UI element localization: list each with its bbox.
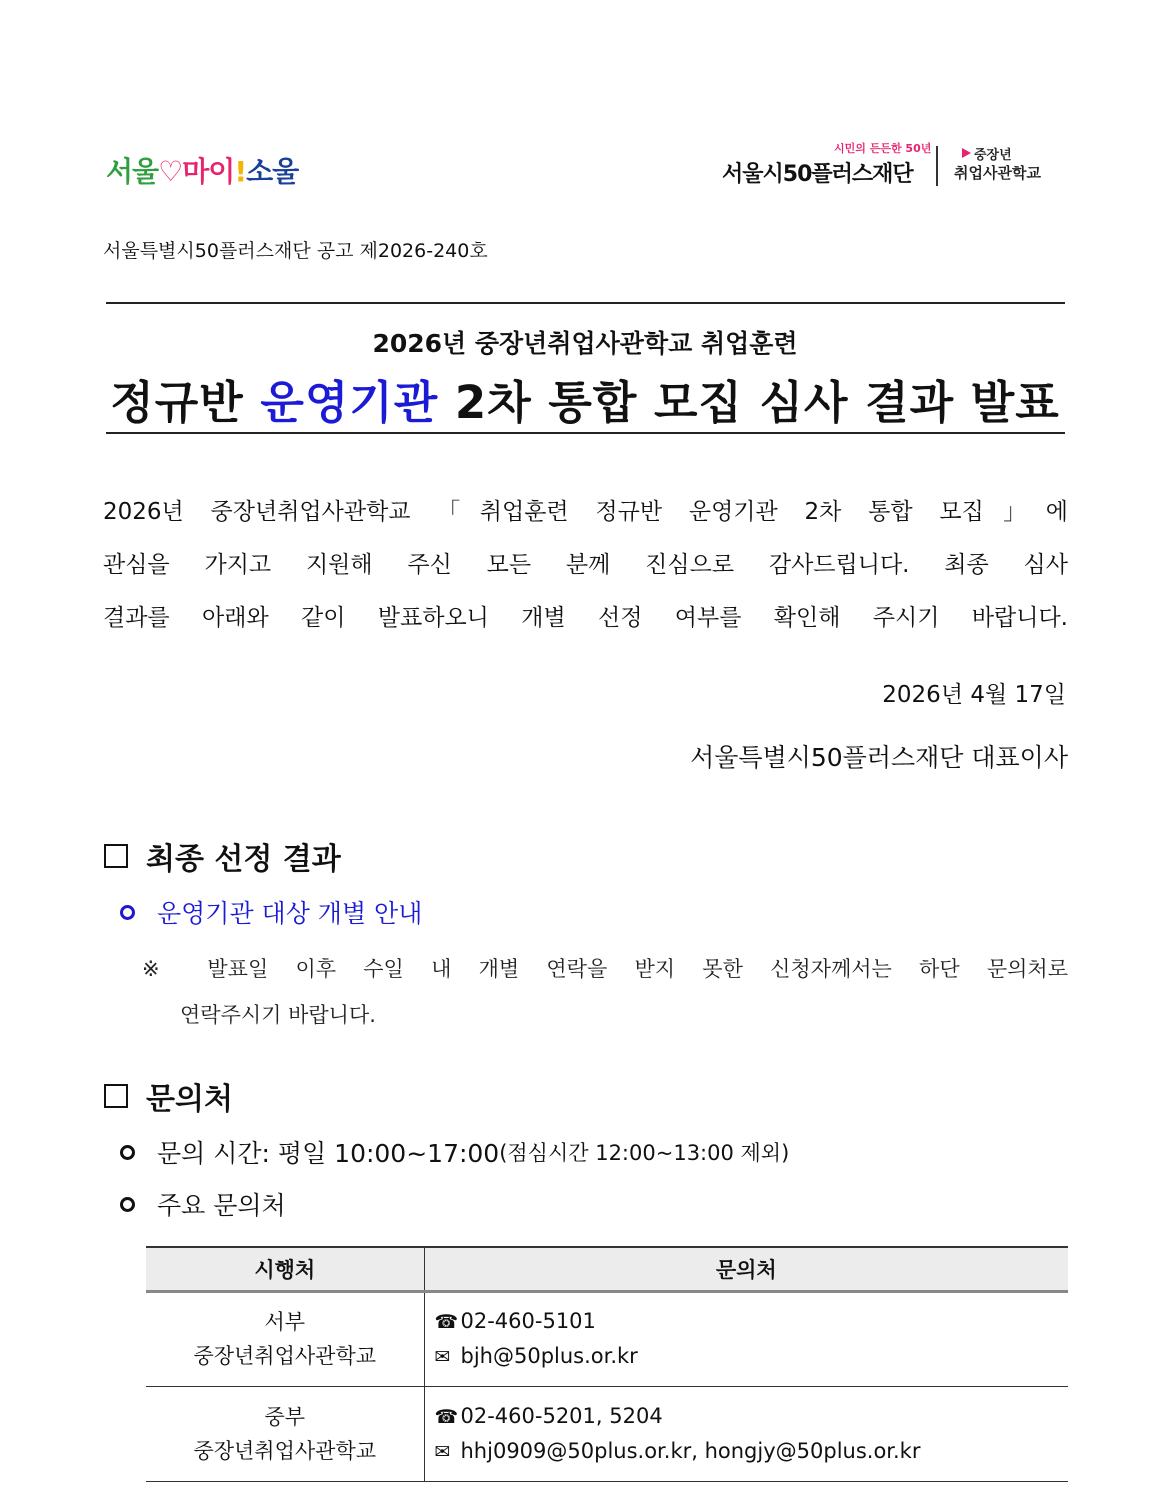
- page-title: 정규반 운영기관 2차 통합 모집 심사 결과 발표: [110, 376, 1060, 429]
- checkbox-square-icon: [104, 844, 128, 868]
- checkbox-square-icon: [104, 1084, 128, 1108]
- section-contact: 문의처: [104, 1074, 233, 1118]
- organization-cell: 중부 중장년취업사관학교: [146, 1386, 424, 1481]
- notice-number: 서울특별시50플러스재단 공고 제2026-240호: [103, 240, 488, 262]
- phone-number: 02-460-5201, 5204: [460, 1403, 663, 1428]
- title-bottom-rule: [106, 432, 1065, 434]
- announcement-date: 2026년 4월 17일: [882, 682, 1066, 708]
- foundation-name: 서울시50플러스재단: [722, 162, 913, 187]
- signer: 서울특별시50플러스재단 대표이사: [690, 743, 1068, 772]
- foundation-logo: [722, 140, 1067, 190]
- section-final-result: 최종 선정 결과: [104, 834, 341, 878]
- email-icon: ✉: [434, 1346, 451, 1368]
- contact-cell: [424, 1291, 1068, 1386]
- phone-icon: ☎: [434, 1311, 459, 1333]
- circle-bullet-icon: [120, 905, 135, 920]
- seoul-my-soul-logo: 서울♡마이!소울: [106, 155, 299, 188]
- email-address[interactable]: hhj0909@50plus.or.kr, hongjy@50plus.or.kr: [460, 1438, 921, 1463]
- title-top-rule: [106, 302, 1065, 304]
- bullet-individual-notice: 운영기관 대상 개별 안내: [120, 894, 422, 930]
- school-logo-line2: 취업사관학교: [954, 164, 1041, 182]
- header-contact: 문의처: [424, 1247, 1068, 1291]
- contact-table: [146, 1246, 1068, 1482]
- circle-bullet-icon: [120, 1145, 135, 1160]
- header-organization: 시행처: [146, 1247, 424, 1291]
- phone-number: 02-460-5101: [460, 1309, 596, 1333]
- phone-icon: ☎: [434, 1405, 459, 1428]
- email-icon: ✉: [434, 1440, 451, 1463]
- page-subtitle: 2026년 중장년취업사관학교 취업훈련: [372, 329, 798, 358]
- table-header-row: [146, 1247, 1068, 1291]
- table-row: [146, 1386, 1068, 1481]
- title-highlight: 운영기관: [260, 376, 439, 429]
- heart-icon: ♡: [158, 155, 183, 188]
- reference-note: ※ 발표일 이후 수일 내 개별 연락을 받지 못한 신청자께서는 하단 문의처로 연락주시기 바랍니다.: [142, 957, 1068, 1027]
- table-row: [146, 1291, 1068, 1386]
- bullet-main-contacts: 주요 문의처: [120, 1186, 286, 1222]
- organization-cell: 서부 중장년취업사관학교: [146, 1291, 424, 1386]
- flag-icon: [962, 148, 971, 158]
- email-address[interactable]: bjh@50plus.or.kr: [460, 1344, 638, 1368]
- contact-cell: [424, 1386, 1068, 1481]
- foundation-slogan: 시민의 든든한 50년: [834, 142, 932, 155]
- announcement-body: 2026년 중장년취업사관학교 「취업훈련 정규반 운영기관 2차 통합 모집」에 관심을 가지고 지원해 주신 모든 분께 진심으로 감사드립니다. 최종 심사 결과를 아래와 같이 발표하오니 개별 선정 여부를 확인해 주시기 바랍니다.: [103, 499, 1068, 631]
- circle-bullet-icon: [120, 1197, 135, 1212]
- bullet-contact-hours: 문의 시간: 평일 10:00~17:00 (점심시간 12:00~13:00 제외): [120, 1134, 789, 1170]
- logo-divider: [936, 146, 938, 186]
- school-logo-line1: 중장년: [974, 148, 1012, 163]
